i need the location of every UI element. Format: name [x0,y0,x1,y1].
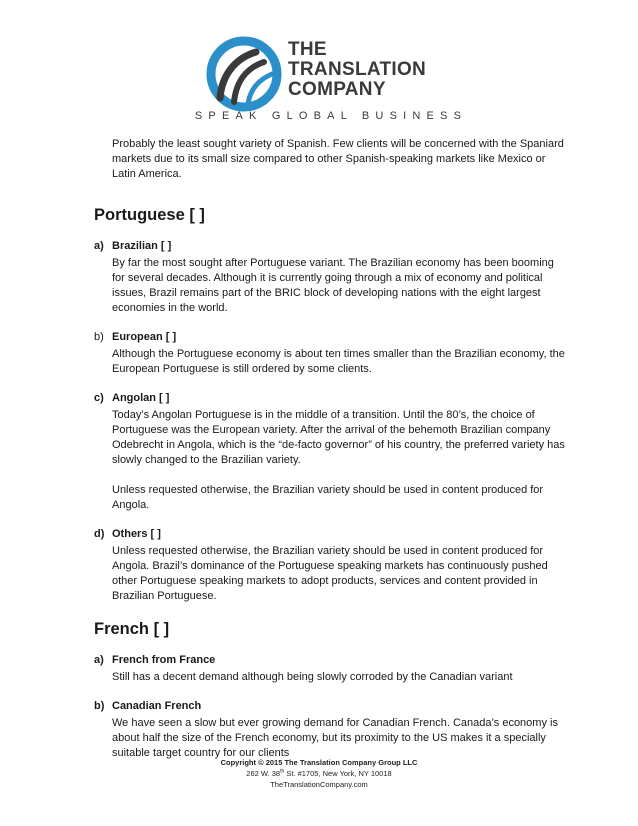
list-marker: b) [94,700,105,712]
item-paragraph: Unless requested otherwise, the Brazilian variety should be used in content produced for Angola. [112,484,544,511]
logo-line-3: COMPANY [288,79,386,100]
item-body [112,330,568,377]
portuguese-heading: Portuguese [ ] [94,206,205,224]
item-body [112,699,568,761]
item-title: Canadian French [112,700,202,712]
item-paragraph: Unless requested otherwise, the Brazilian variety should be used in content produced for Angola. Brazil’s dominance of the Portuguese speaking markets has continuously pushed other Portuguese speaking markets to adopt products, services and content provided in Brazilian Portuguese. [112,545,548,602]
list-marker: b) [94,331,104,343]
list-marker: a) [94,240,104,252]
item-paragraph: Today’s Angolan Portuguese is in the middle of a transition. Until the 80’s, the choice of Portuguese was the European variety. After the arrival of the behemoth Brazilian company Odebrecht in Angola, which is the “de-facto governor” of his country, the preferred variety has slowly changed to the Brazilian variety. [112,409,565,466]
intro-paragraph: Probably the least sought variety of Spanish. Few clients will be concerned with the Spaniard markets due to its small size compared to other Spanish-speaking markets like Mexico or Latin America. [112,138,564,180]
item-body [112,527,568,604]
item-title: French from France [112,654,216,666]
portuguese-list [94,239,568,604]
portuguese-item [94,330,568,377]
french-list [94,653,568,761]
item-body [112,391,568,513]
item-title: Brazilian [ ] [112,240,172,252]
portuguese-item [94,527,568,604]
logo-swoosh-icon [206,36,282,112]
tagline: SPEAK GLOBAL BUSINESS [194,110,468,122]
list-marker: a) [94,654,104,666]
french-heading: French [ ] [94,620,170,638]
footer-website: TheTranslationCompany.com [270,780,368,789]
item-body [112,239,568,316]
company-logo [206,34,446,114]
item-paragraph: Although the Portuguese economy is about ten times smaller than the Brazilian economy, the European Portuguese is still ordered by some clients. [112,348,565,375]
footer-address-pre: 262 W. 38 [246,769,281,778]
item-paragraph: We have seen a slow but ever growing demand for Canadian French. Canada’s economy is about half the size of the French economy, but its proximity to the US makes it a specially suitable target country for our clients [112,717,558,759]
item-paragraph: Still has a decent demand although being slowly corroded by the Canadian variant [112,671,513,683]
item-title: Angolan [ ] [112,392,170,404]
list-marker: d) [94,528,105,540]
portuguese-item [94,391,568,513]
item-title: Others [ ] [112,528,161,540]
item-body [112,653,568,685]
logo-wordmark [288,40,426,100]
french-item [94,653,568,685]
logo-line-2: TRANSLATION [288,59,427,80]
footer-address [0,768,638,779]
main-content [94,137,568,761]
footer-address-sup: th [280,768,285,775]
page-footer [0,757,638,790]
footer-address-post: St. #1705, New York, NY 10018 [284,769,392,778]
item-title: European [ ] [112,331,177,343]
list-marker: c) [94,392,104,404]
french-item [94,699,568,761]
portuguese-item [94,239,568,316]
footer-copyright: Copyright © 2015 The Translation Company Group LLC [220,758,418,767]
item-paragraph: By far the most sought after Portuguese variant. The Brazilian economy has been booming for several decades. Although it is currently going through a mix of economy and political issues, Brazil remains part of the BRIC block of developing nations with the eight largest economies in the world. [112,257,554,314]
logo-line-1: THE [288,39,327,60]
